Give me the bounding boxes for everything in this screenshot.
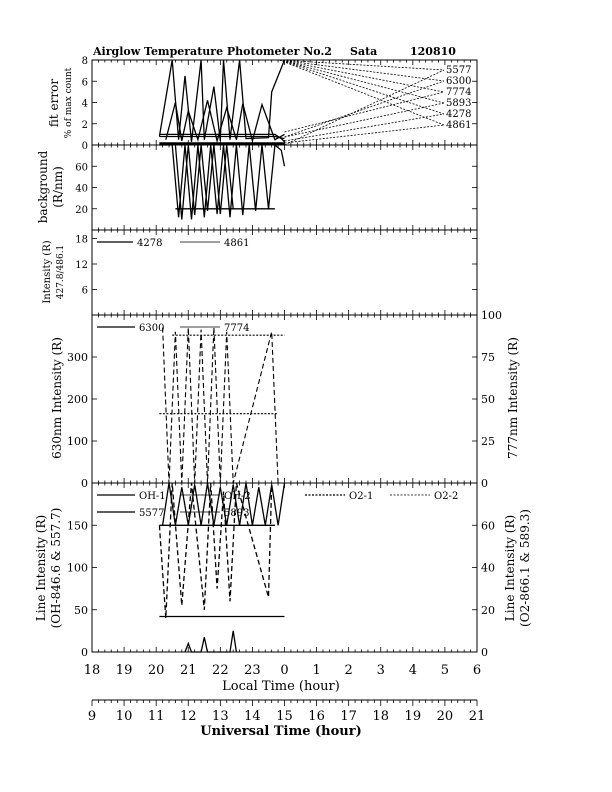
y-tick-label-left: 0 bbox=[81, 477, 88, 490]
legend-label-4861: 4861 bbox=[224, 238, 250, 249]
y-tick-label-left: 6 bbox=[81, 77, 88, 89]
title-station: Sata bbox=[350, 45, 378, 58]
local-time-tick-label: 5 bbox=[440, 663, 450, 678]
legend-label-5577: 5577 bbox=[139, 508, 165, 519]
panel-blue-lines bbox=[75, 230, 477, 315]
local-time-tick-label: 6 bbox=[472, 663, 482, 678]
legend-label-oh-2: OH-2 bbox=[224, 491, 251, 502]
ylabel-fit-error-2: % of max count bbox=[64, 67, 74, 139]
legend-label-5893: 5893 bbox=[446, 98, 472, 109]
ylabel-background-1: background bbox=[36, 150, 50, 224]
local-time-tick-label: 3 bbox=[376, 663, 385, 678]
legend-leader bbox=[285, 114, 445, 141]
title-date: 120810 bbox=[410, 45, 456, 58]
ylabel-oh-right-1: Line Intensity (R) bbox=[503, 514, 517, 622]
legend-leader-top bbox=[280, 60, 445, 81]
universal-time-label: Universal Time (hour) bbox=[200, 724, 362, 739]
legend-label-o2-1: O2-1 bbox=[349, 491, 374, 502]
legend-leader-top bbox=[280, 60, 445, 125]
ut-tick-label: 20 bbox=[436, 709, 454, 724]
local-time-tick-label: 21 bbox=[179, 663, 197, 678]
y-tick-label-right: 0 bbox=[481, 646, 488, 659]
legend-label-o2-2: O2-2 bbox=[434, 491, 459, 502]
legend-label-7774: 7774 bbox=[224, 323, 250, 334]
y-tick-label-right: 60 bbox=[481, 519, 495, 533]
series-line-o2-1 bbox=[185, 631, 236, 652]
local-time-tick-label: 22 bbox=[212, 663, 229, 678]
ylabel-oh-left-2: (OH-846.6 & 557.7) bbox=[49, 507, 63, 629]
local-time-tick-label: 0 bbox=[280, 663, 289, 678]
panel-frame bbox=[92, 315, 477, 483]
universal-time-axis bbox=[88, 700, 485, 724]
ut-tick-label: 11 bbox=[147, 709, 165, 724]
y-tick-label-left: 60 bbox=[75, 162, 88, 174]
legend-label-6300: 6300 bbox=[139, 323, 165, 334]
series-line-5893 bbox=[159, 483, 271, 618]
local-time-tick-label: 2 bbox=[344, 663, 353, 678]
ylabel-oh-right-2: (O2-866.1 & 589.3) bbox=[518, 509, 532, 627]
legend-leader bbox=[285, 70, 445, 145]
ut-tick-label: 15 bbox=[276, 709, 293, 724]
panel-frame bbox=[92, 145, 477, 230]
y-tick-label-right: 20 bbox=[481, 603, 495, 617]
y-tick-label-left: 20 bbox=[75, 204, 88, 216]
legend-leader bbox=[285, 92, 445, 132]
panel-frame bbox=[92, 60, 477, 145]
local-time-tick-label: 1 bbox=[312, 663, 321, 678]
ut-tick-label: 16 bbox=[308, 709, 325, 724]
legend-label-4861: 4861 bbox=[446, 120, 472, 131]
y-tick-label-left: 8 bbox=[81, 56, 88, 67]
ut-tick-label: 9 bbox=[87, 709, 97, 724]
ut-tick-label: 14 bbox=[244, 709, 261, 724]
ut-tick-label: 19 bbox=[404, 709, 422, 724]
ut-tick-label: 13 bbox=[212, 709, 229, 724]
legend-label-6300: 6300 bbox=[446, 76, 472, 87]
y-tick-label-right: 75 bbox=[481, 351, 495, 364]
legend-label-5577: 5577 bbox=[446, 65, 472, 76]
y-tick-label-left: 100 bbox=[67, 435, 88, 448]
legend-leader bbox=[285, 103, 445, 137]
ylabel-blue-1: Intensity (R) bbox=[42, 240, 53, 304]
ut-tick-label: 21 bbox=[468, 709, 486, 724]
panel-fit-error bbox=[82, 56, 477, 152]
y-tick-label-left: 12 bbox=[75, 260, 88, 271]
ylabel-red-right: 777nm Intensity (R) bbox=[506, 337, 520, 459]
y-tick-label-left: 300 bbox=[67, 351, 88, 364]
y-tick-label-left: 200 bbox=[67, 393, 88, 406]
y-tick-label-right: 25 bbox=[481, 435, 495, 448]
panel-background bbox=[75, 145, 477, 230]
legend-leader bbox=[285, 81, 445, 137]
local-time-tick-label: 20 bbox=[147, 663, 165, 678]
y-tick-label-left: 150 bbox=[67, 519, 88, 533]
ut-tick-label: 18 bbox=[372, 709, 390, 724]
y-tick-label-right: 40 bbox=[481, 561, 495, 575]
legend-label-5893: 5893 bbox=[224, 508, 250, 519]
local-time-tick-label: 19 bbox=[115, 663, 133, 678]
ylabel-fit-error-1: fit error bbox=[47, 78, 61, 128]
y-tick-label-left: 4 bbox=[81, 98, 88, 110]
y-tick-label-left: 2 bbox=[81, 119, 88, 131]
local-time-tick-label: 23 bbox=[244, 663, 261, 678]
series-line-6300 bbox=[163, 328, 279, 483]
local-time-axis bbox=[84, 663, 481, 678]
ylabel-oh-left-1: Line Intensity (R) bbox=[34, 514, 48, 622]
y-tick-label-right: 0 bbox=[481, 477, 488, 490]
series-line-5577 bbox=[159, 60, 284, 142]
legend-leader-top bbox=[280, 60, 445, 103]
local-time-label: Local Time (hour) bbox=[222, 679, 340, 694]
local-time-tick-label: 18 bbox=[83, 663, 101, 678]
y-tick-label-left: 0 bbox=[81, 141, 88, 152]
ylabel-red-left: 630nm Intensity (R) bbox=[50, 337, 64, 459]
ylabel-background-2: (R/nm) bbox=[51, 166, 65, 208]
y-tick-label-right: 50 bbox=[481, 393, 495, 406]
legend-label-oh-1: OH-1 bbox=[139, 491, 166, 502]
local-time-tick-label: 4 bbox=[408, 663, 417, 678]
y-tick-label-left: 50 bbox=[74, 603, 88, 617]
y-tick-label-left: 6 bbox=[81, 285, 88, 297]
y-tick-label-left: 0 bbox=[81, 646, 88, 659]
y-tick-label-right: 100 bbox=[481, 309, 502, 322]
legend-label-4278: 4278 bbox=[137, 238, 163, 249]
title-instrument: Airglow Temperature Photometer No.2 bbox=[93, 45, 332, 58]
ylabel-blue-2: 427.8/486.1 bbox=[56, 244, 66, 300]
ut-tick-label: 10 bbox=[115, 709, 133, 724]
ut-tick-label: 17 bbox=[340, 709, 357, 724]
y-tick-label-left: 18 bbox=[75, 234, 88, 246]
panel-oh-o2 bbox=[67, 483, 495, 659]
panel-red-lines bbox=[67, 309, 502, 490]
y-tick-label-left: 40 bbox=[75, 183, 88, 195]
legend-label-7774: 7774 bbox=[446, 87, 472, 98]
legend-label-4278: 4278 bbox=[446, 109, 472, 120]
y-tick-label-left: 100 bbox=[67, 561, 88, 575]
ut-tick-label: 12 bbox=[179, 709, 197, 724]
